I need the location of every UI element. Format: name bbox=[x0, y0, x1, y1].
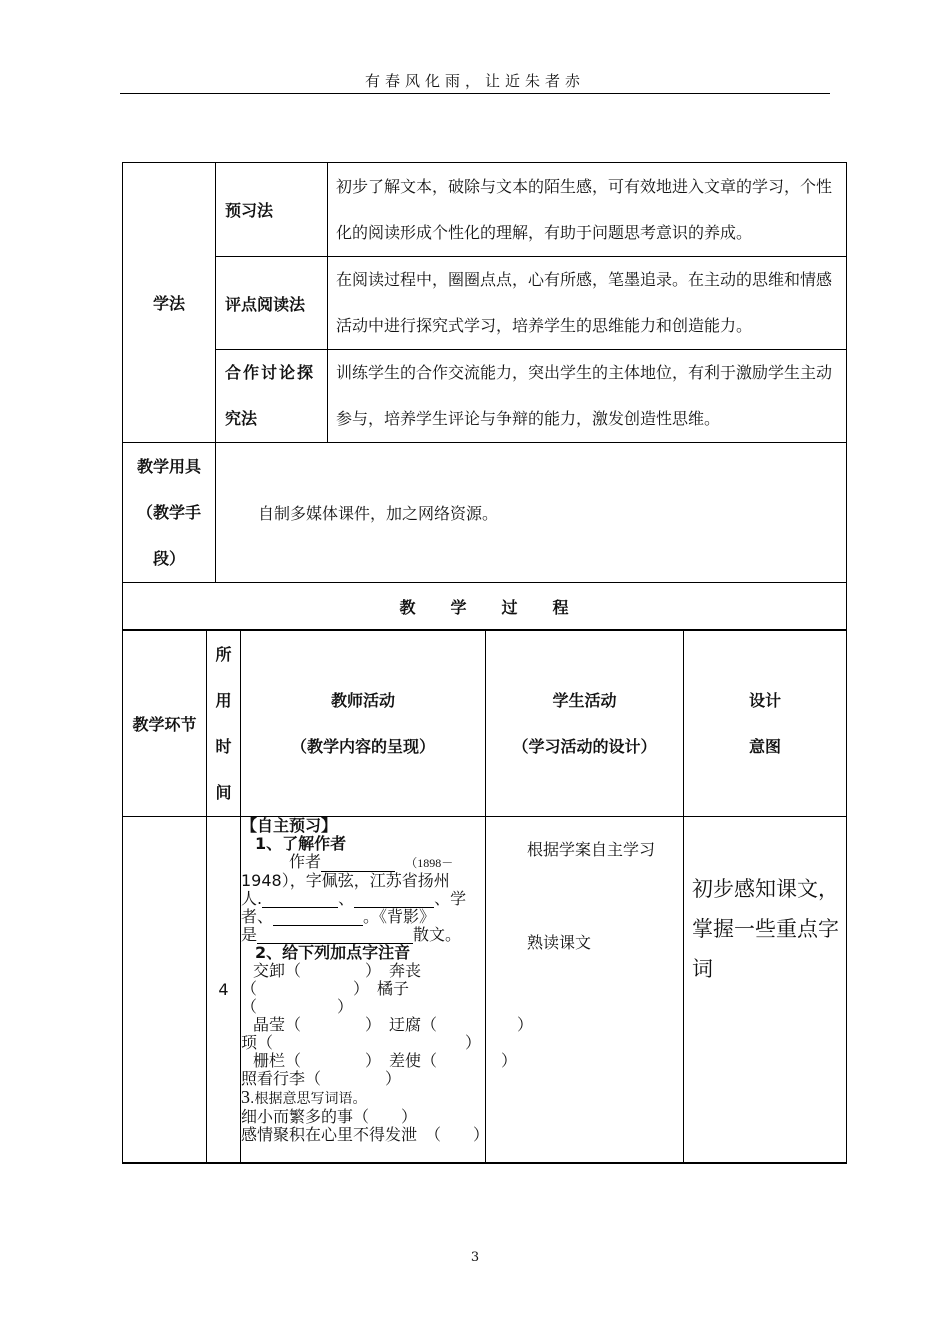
time-cell: 4 bbox=[207, 817, 241, 1163]
q2-line: （ ） 橘子 bbox=[241, 979, 410, 998]
method-name-line: 合作讨论探 bbox=[225, 363, 316, 382]
text: 、 bbox=[338, 889, 355, 908]
col-time-char: 时 bbox=[215, 736, 232, 756]
tools-label-line: （教学手 bbox=[136, 502, 201, 522]
q2-line: 顼（ ） bbox=[241, 1033, 482, 1052]
col-teacher-line: （教学内容的呈现） bbox=[290, 736, 435, 756]
desc-line: 参与，培养学生评论与争辩的能力，激发创造性思维。 bbox=[336, 409, 721, 428]
design-line: 初步感知课文， bbox=[692, 877, 839, 901]
q1-line3 bbox=[241, 890, 485, 908]
student-line: 熟读课文 bbox=[527, 933, 592, 952]
tools-label-line: 段） bbox=[152, 548, 185, 568]
desc-line: 在阅读过程中，圈圈点点，心有所感，笔墨追录。在主动的思维和情感 bbox=[336, 270, 833, 289]
q1-years: （1898－ bbox=[405, 856, 454, 870]
study-method-table bbox=[122, 162, 847, 630]
col-teacher-line: 教师活动 bbox=[330, 690, 395, 710]
q1-line5 bbox=[241, 926, 485, 944]
tools-value: 自制多媒体课件，加之网络资源。 bbox=[216, 443, 847, 583]
page-number: 3 bbox=[470, 1250, 480, 1265]
teacher-activity bbox=[241, 816, 534, 1163]
text: 者、 bbox=[241, 907, 274, 926]
q3-line: 感情聚积在心里不得发泄 （ ） bbox=[241, 1125, 490, 1144]
blank bbox=[273, 913, 363, 926]
q2-line: 晶莹（ ） 迂腐（ ） bbox=[253, 1015, 534, 1034]
q2-line: 栅栏（ ） 差使（ ） bbox=[253, 1051, 518, 1070]
text: 人. bbox=[241, 889, 263, 908]
col-stage: 教学环节 bbox=[123, 631, 207, 817]
col-design-line: 意图 bbox=[748, 736, 781, 756]
q1-line4 bbox=[241, 908, 485, 926]
page-header: 有春风化雨，让近朱者赤 bbox=[364, 72, 585, 90]
method-desc bbox=[328, 350, 847, 443]
student-line: 根据学案自主学习 bbox=[527, 840, 656, 859]
desc-line: 活动中进行探究式学习，培养学生的思维能力和创造能力。 bbox=[336, 316, 753, 335]
stage-cell bbox=[123, 817, 207, 1163]
design-line: 词 bbox=[692, 957, 713, 981]
header-rule bbox=[120, 93, 830, 94]
desc-line: 初步了解文本，破除与文本的陌生感，可有效地进入文章的学习，个性 bbox=[336, 176, 833, 196]
q3-title: .根据意思写词语。 bbox=[250, 1091, 367, 1107]
q3-line: 细小而繁多的事（ ） bbox=[241, 1107, 418, 1126]
method-desc bbox=[328, 163, 847, 257]
col-design-line: 设计 bbox=[748, 690, 781, 710]
text: 散文。 bbox=[413, 925, 462, 944]
design-line: 掌握一些重点字 bbox=[692, 917, 839, 941]
q1-author-label: 作者 bbox=[289, 852, 322, 871]
q2-line: 照看行李（ ） bbox=[241, 1069, 402, 1088]
col-time-char: 所 bbox=[215, 644, 232, 664]
text: 是 bbox=[241, 925, 258, 944]
design-intent bbox=[684, 817, 847, 1163]
method-name: 评点阅读法 bbox=[216, 257, 328, 350]
q1-line2: 1948），字佩弦，江苏省扬州 bbox=[241, 871, 450, 890]
method-desc bbox=[328, 257, 847, 350]
desc-line: 训练学生的合作交流能力，突出学生的主体地位，有利于激励学生主动 bbox=[336, 363, 833, 382]
blank bbox=[262, 895, 338, 908]
xuefa-label: 学法 bbox=[123, 163, 216, 443]
q1-title: 1、了解作者 bbox=[255, 834, 347, 853]
method-name-line: 究法 bbox=[225, 409, 258, 428]
method-name bbox=[216, 350, 328, 443]
col-student-line: 学生活动 bbox=[552, 690, 617, 710]
col-time-char: 用 bbox=[215, 690, 232, 710]
q3-number: 3 bbox=[241, 1087, 250, 1107]
q2-line: 交卸（ ） 奔丧 bbox=[253, 961, 422, 980]
method-name: 预习法 bbox=[216, 163, 328, 257]
col-teacher bbox=[241, 631, 486, 817]
q3-title-line bbox=[241, 1088, 485, 1108]
q1-author-line bbox=[241, 853, 485, 872]
tools-label-line: 教学用具 bbox=[136, 456, 201, 476]
text: 、学 bbox=[434, 889, 467, 908]
col-design bbox=[684, 631, 847, 817]
col-student bbox=[486, 631, 684, 817]
tools-label bbox=[123, 443, 216, 583]
col-time bbox=[207, 631, 241, 817]
col-time-char: 间 bbox=[215, 782, 232, 802]
col-student-line: （学习活动的设计） bbox=[512, 736, 657, 756]
q2-line: （ ） bbox=[241, 997, 354, 1016]
student-activity bbox=[486, 817, 684, 1163]
preview-heading: 【自主预习】 bbox=[241, 816, 338, 835]
process-table bbox=[122, 630, 847, 1164]
text: 。《背影》 bbox=[363, 907, 436, 926]
q2-title: 2、给下列加点字注音 bbox=[255, 943, 411, 962]
desc-line: 化的阅读形成个性化的理解，有助于问题思考意识的养成。 bbox=[336, 222, 753, 242]
process-title: 教 学 过 程 bbox=[123, 583, 847, 630]
